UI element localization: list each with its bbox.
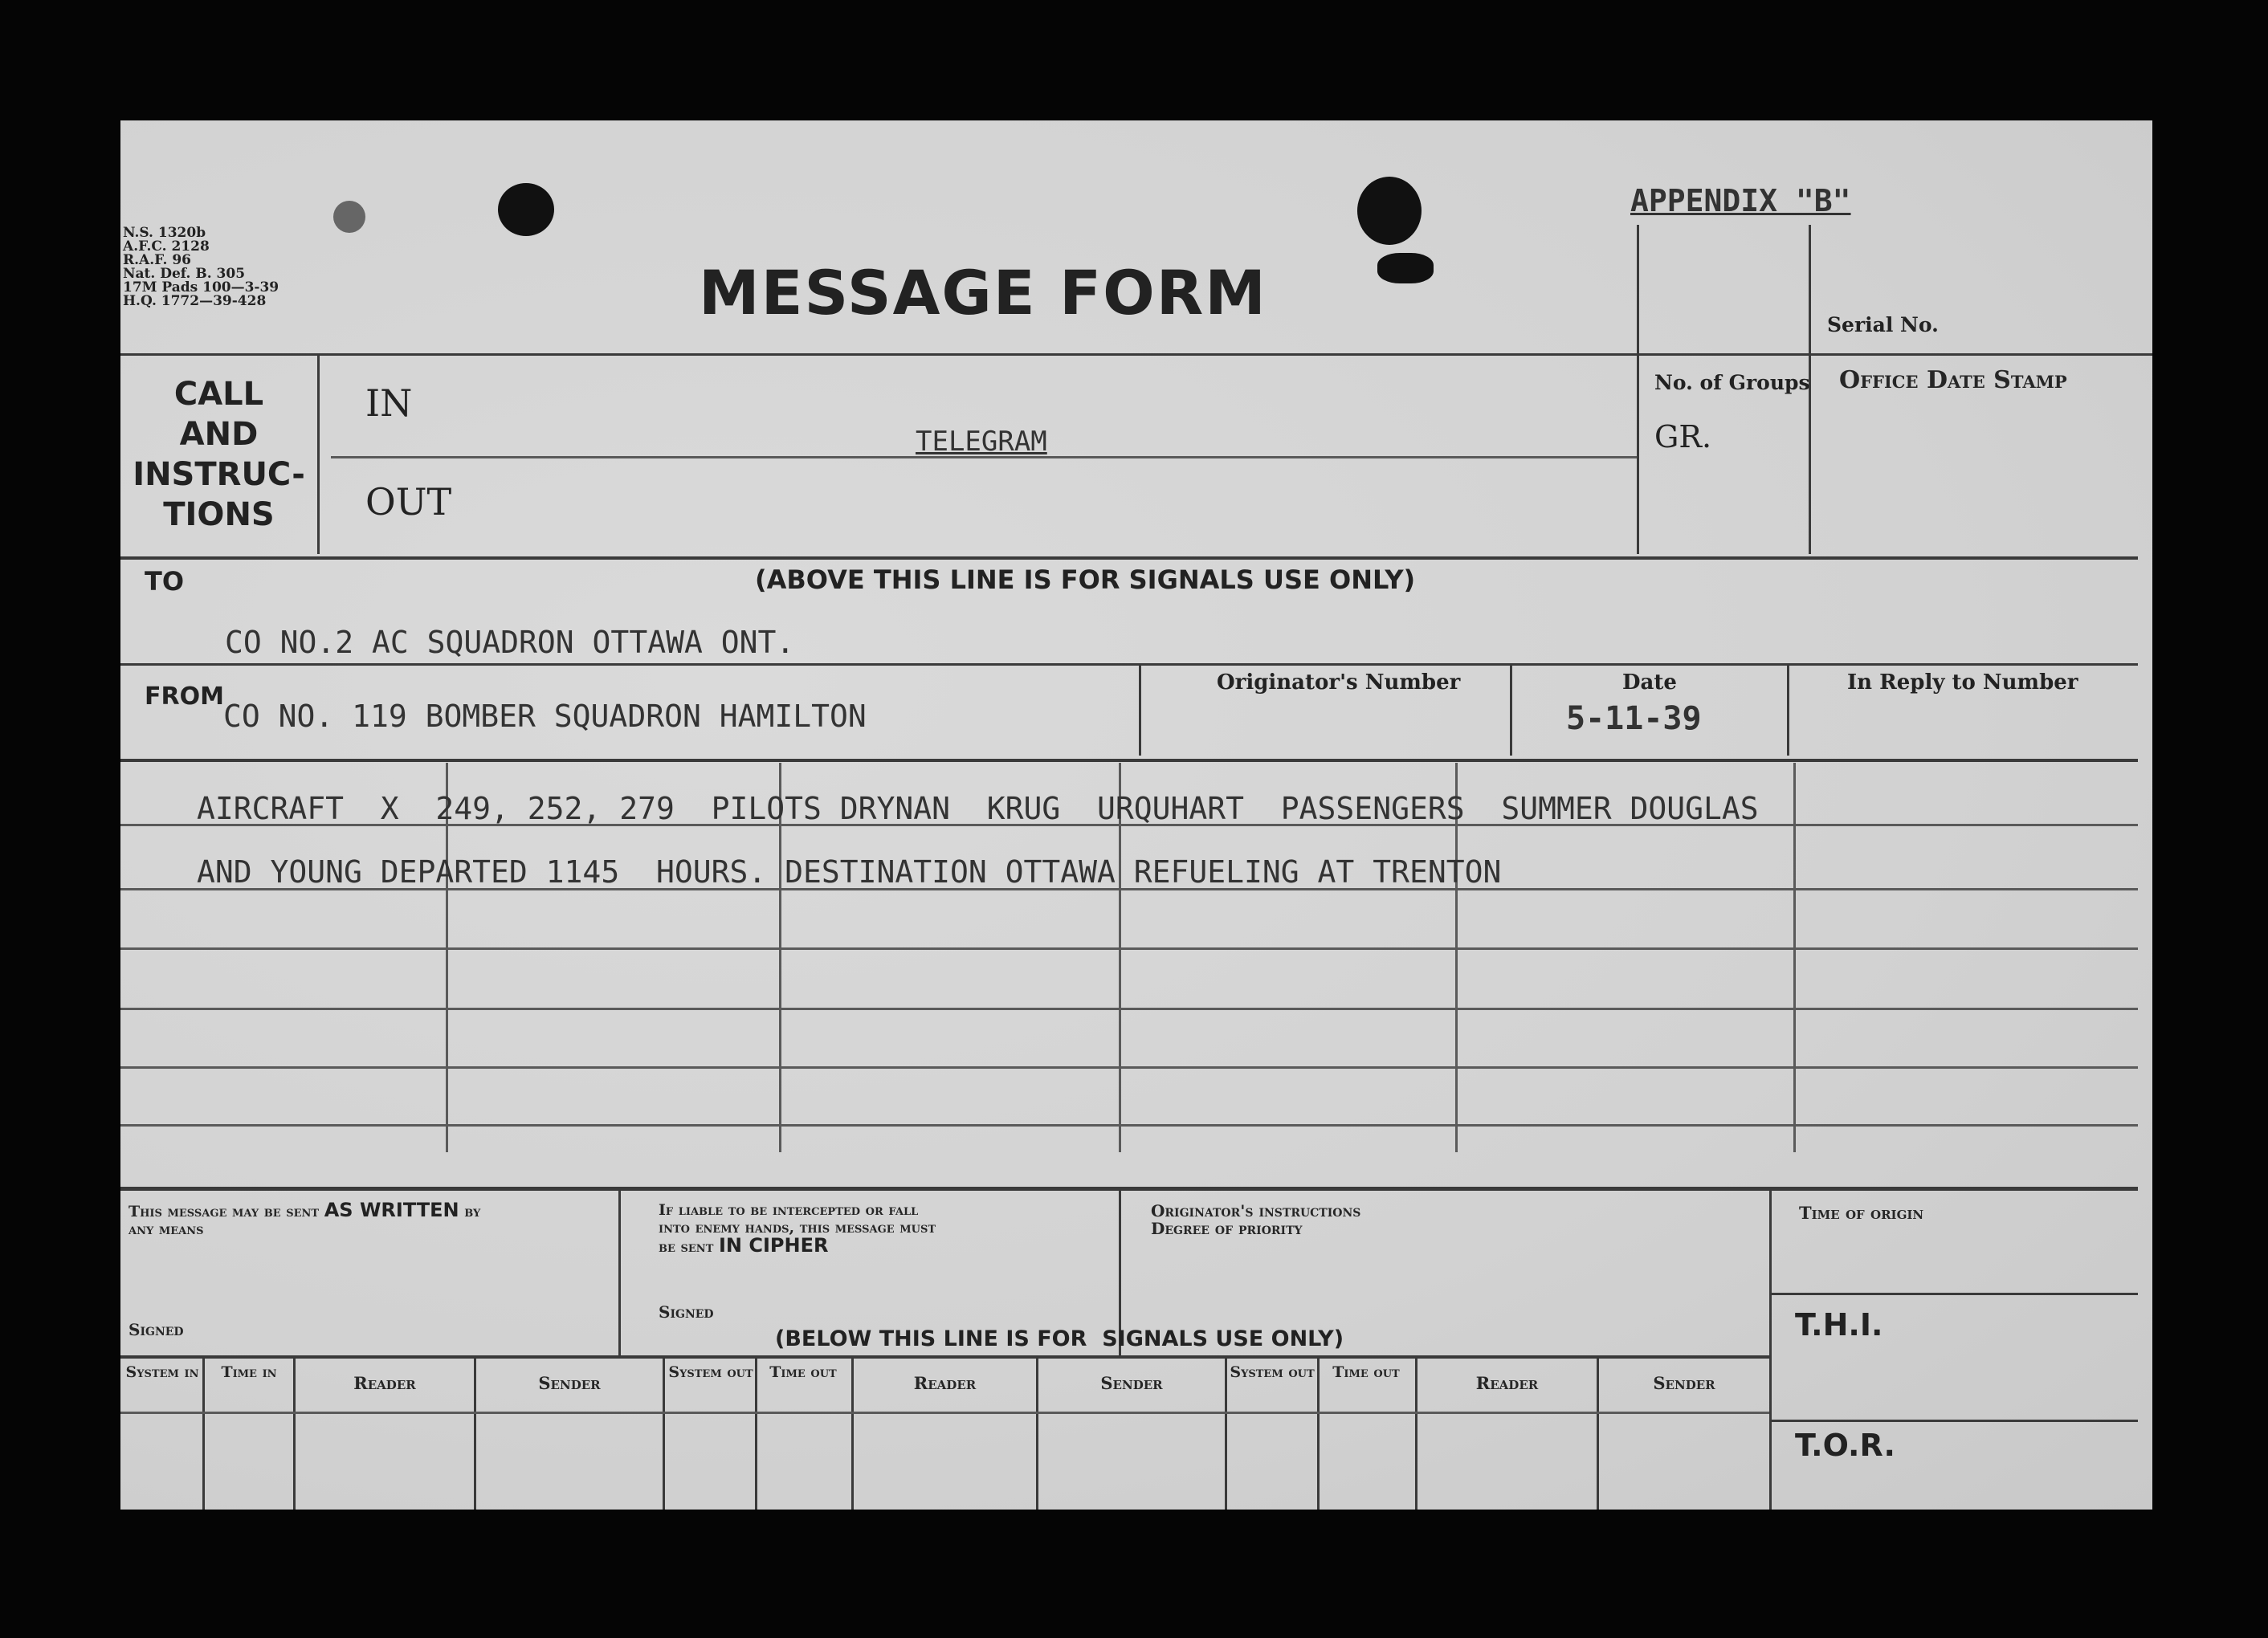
to-value: CO NO.2 AC SQUADRON OTTAWA ONT. — [225, 625, 795, 660]
table-header-system-out: System out — [1230, 1363, 1315, 1381]
table-header-reader: Reader — [353, 1373, 416, 1393]
cipher-emphasis: IN CIPHER — [719, 1234, 829, 1257]
table-header-time-in: Time in — [221, 1363, 277, 1381]
message-form-card — [120, 120, 2152, 1510]
table-header-sender: Sender — [1100, 1373, 1163, 1393]
table-header-system-out: System out — [668, 1363, 753, 1381]
to-label: TO — [145, 566, 185, 597]
page-title: MESSAGE FORM — [699, 257, 1267, 328]
cipher-text: If liable to be intercepted or fall — [659, 1201, 919, 1219]
table-header-sender: Sender — [1653, 1373, 1715, 1393]
table-header-reader: Reader — [1475, 1373, 1539, 1393]
punch-hole-right — [1357, 177, 1422, 245]
from-value: CO NO. 119 BOMBER SQUADRON HAMILTON — [223, 699, 867, 734]
signed-label-mid: Signed — [659, 1302, 714, 1322]
tor-label: T.O.R. — [1795, 1428, 1895, 1463]
form-code: Nat. Def. B. 305 — [123, 266, 246, 282]
cipher-text: be sent — [659, 1238, 714, 1256]
thi-label: T.H.I. — [1795, 1307, 1883, 1343]
call-label-line: TIONS — [163, 496, 275, 533]
office-date-stamp-label: Office Date Stamp — [1839, 366, 2067, 394]
gr-label: GR. — [1654, 419, 1712, 454]
appendix-label: APPENDIX "B" — [1630, 183, 1851, 218]
signed-label-left: Signed — [128, 1320, 184, 1339]
originator-instructions-label: Originator's instructions — [1151, 1201, 1361, 1220]
from-label: FROM — [145, 682, 224, 711]
message-line: AIRCRAFT X 249, 252, 279 PILOTS DRYNAN KRUG URQUHART PASSENGERS SUMMER DOUGLAS — [197, 791, 1759, 826]
tear-mark — [1377, 253, 1434, 283]
call-instructions-label — [120, 374, 317, 535]
table-header-sender: Sender — [538, 1373, 601, 1393]
in-label: IN — [365, 381, 413, 425]
date-label: Date — [1622, 670, 1677, 695]
telegram-text: TELEGRAM — [916, 426, 1047, 458]
form-codes — [123, 226, 279, 308]
as-written-note — [128, 1201, 610, 1238]
degree-priority-label: Degree of priority — [1151, 1219, 1303, 1238]
damage-mark — [333, 201, 365, 233]
below-line-note: (BELOW THIS LINE IS FOR SIGNALS USE ONLY) — [775, 1326, 1344, 1351]
table-header-time-out: Time out — [1332, 1363, 1400, 1381]
call-label-line: CALL — [173, 376, 264, 413]
punch-hole-left — [498, 183, 554, 236]
form-code: A.F.C. 2128 — [123, 238, 210, 255]
form-code: N.S. 1320b — [123, 225, 206, 241]
as-written-emphasis: AS WRITTEN — [324, 1199, 459, 1221]
call-label-line: INSTRUC- — [133, 456, 305, 493]
as-written-text: by — [464, 1203, 481, 1220]
form-code: R.A.F. 96 — [123, 252, 192, 268]
as-written-text: This message may be sent — [128, 1203, 320, 1220]
table-header-time-out: Time out — [769, 1363, 837, 1381]
table-header-reader: Reader — [913, 1373, 977, 1393]
no-of-groups-label: No. of Groups — [1654, 371, 1810, 394]
originators-number-label: Originator's Number — [1217, 670, 1461, 695]
table-header-system-in: System in — [125, 1363, 199, 1381]
serial-no-label: Serial No. — [1827, 313, 1939, 336]
cipher-note — [659, 1201, 1108, 1256]
form-code: 17M Pads 100—3-39 — [123, 279, 279, 295]
above-line-note: (ABOVE THIS LINE IS FOR SIGNALS USE ONLY) — [755, 564, 1416, 595]
date-value: 5-11-39 — [1566, 700, 1702, 737]
time-of-origin-label: Time of origin — [1799, 1203, 1924, 1223]
in-reply-label: In Reply to Number — [1847, 670, 2078, 695]
message-line: AND YOUNG DEPARTED 1145 HOURS. DESTINATION OTTAWA REFUELING AT TRENTON — [197, 854, 1502, 890]
out-label: OUT — [365, 480, 452, 524]
form-code: H.Q. 1772—39-428 — [123, 293, 267, 309]
call-label-line: AND — [179, 416, 259, 453]
as-written-text: any means — [128, 1220, 204, 1238]
cipher-text: into enemy hands, this message must — [659, 1219, 936, 1237]
